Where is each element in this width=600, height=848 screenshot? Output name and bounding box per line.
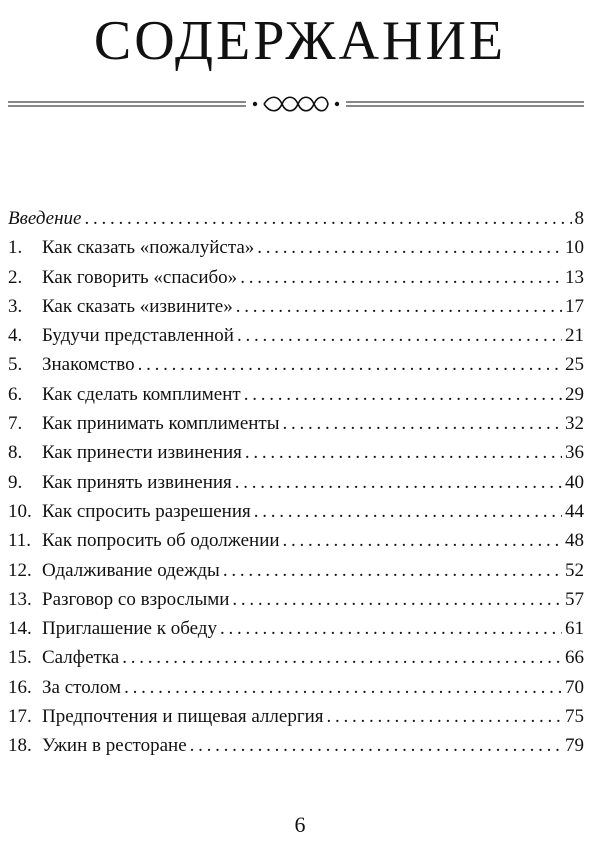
toc-entry-number: 18.	[8, 735, 32, 757]
toc-entry-page: 79	[565, 735, 584, 757]
toc-entry-number: 13.	[8, 588, 32, 610]
dot-leader	[327, 702, 562, 731]
toc-entry-label: Приглашение к обеду	[42, 618, 217, 640]
toc-entry-number: 17.	[8, 706, 32, 728]
dot-leader	[257, 233, 562, 262]
toc-entry-page: 40	[565, 471, 584, 493]
dot-leader	[237, 321, 562, 350]
dot-leader	[244, 380, 562, 409]
toc-entry-page: 32	[565, 413, 584, 435]
toc-entry-label: Как говорить «спасибо»	[42, 266, 238, 288]
toc-entry-page: 44	[565, 500, 584, 522]
toc-entry-page: 57	[565, 588, 584, 610]
toc-entry[interactable]	[8, 556, 584, 585]
toc-entry-label: Как сказать «пожалуйста»	[42, 237, 255, 259]
toc-entry-label: За столом	[42, 676, 122, 698]
toc-entry[interactable]	[8, 643, 584, 672]
toc-entry-label: Ужин в ресторане	[42, 735, 187, 757]
toc-entry-page: 36	[565, 442, 584, 464]
toc-entry-page: 21	[565, 325, 584, 347]
toc-entry-label: Введение	[8, 208, 82, 229]
toc-entry-number: 16.	[8, 676, 32, 698]
toc-entry[interactable]	[8, 673, 584, 702]
toc-entry-page: 13	[565, 266, 584, 288]
toc-entry-number: 8.	[8, 442, 23, 464]
toc-entry[interactable]	[8, 468, 584, 497]
dot-leader	[124, 673, 562, 702]
toc-entry-page: 10	[565, 237, 584, 259]
toc-entry-number: 6.	[8, 383, 23, 405]
toc-entry-page: 70	[565, 676, 584, 698]
toc-entry[interactable]	[8, 526, 584, 555]
dot-leader	[283, 526, 562, 555]
toc-entry[interactable]	[8, 614, 584, 643]
decorative-divider-icon	[8, 92, 584, 116]
dot-leader	[254, 497, 562, 526]
toc-entry-page: 29	[565, 383, 584, 405]
dot-leader	[190, 731, 562, 760]
toc-entry-number: 7.	[8, 413, 23, 435]
dot-leader	[236, 292, 562, 321]
dot-leader	[122, 643, 562, 672]
toc-entry-label: Как сделать комплимент	[42, 383, 241, 405]
toc-entry-label: Как сказать «извините»	[42, 295, 233, 317]
toc-entry-label: Как принимать комплименты	[42, 413, 280, 435]
toc-entry-label: Будучи представленной	[42, 325, 234, 347]
toc-entry-label: Предпочтения и пищевая аллергия	[42, 706, 324, 728]
toc-entry-page: 75	[565, 706, 584, 728]
toc-entry[interactable]	[8, 263, 584, 292]
toc-entry[interactable]	[8, 409, 584, 438]
dot-leader	[232, 585, 562, 614]
toc-entry-number: 15.	[8, 647, 32, 669]
dot-leader	[138, 350, 562, 379]
toc-entry[interactable]	[8, 380, 584, 409]
toc-entry-number: 2.	[8, 266, 23, 288]
page-title: СОДЕРЖАНИЕ	[93, 10, 507, 72]
toc-entry-number: 5.	[8, 354, 23, 376]
toc-entry-number: 4.	[8, 325, 23, 347]
toc-entry[interactable]	[8, 292, 584, 321]
toc-entry-label: Как принести извинения	[42, 442, 242, 464]
toc-entry[interactable]	[8, 702, 584, 731]
toc-entry-number: 11.	[8, 530, 32, 552]
toc-entry-number: 12.	[8, 559, 32, 581]
toc-entry-page: 52	[565, 559, 584, 581]
table-of-contents	[8, 204, 584, 761]
dot-leader	[220, 614, 562, 643]
toc-entry[interactable]	[8, 497, 584, 526]
toc-entry-intro[interactable]	[8, 204, 584, 233]
toc-entry[interactable]	[8, 438, 584, 467]
toc-entry[interactable]	[8, 350, 584, 379]
toc-entry[interactable]	[8, 585, 584, 614]
toc-entry-label: Как попросить об одолжении	[42, 530, 280, 552]
toc-entry-label: Как принять извинения	[42, 471, 232, 493]
toc-entry-page: 8	[574, 208, 584, 229]
page-number: 6	[294, 812, 306, 837]
toc-entry-label: Разговор со взрослыми	[42, 588, 230, 610]
toc-entry-page: 66	[565, 647, 584, 669]
toc-entry-label: Как спросить разрешения	[42, 500, 251, 522]
toc-entry-page: 61	[565, 618, 584, 640]
dot-leader	[235, 468, 562, 497]
dot-leader	[223, 556, 562, 585]
toc-entry-page: 17	[565, 295, 584, 317]
dot-leader	[240, 263, 562, 292]
dot-leader	[245, 438, 562, 467]
toc-entry-number: 10.	[8, 500, 32, 522]
toc-entry[interactable]	[8, 731, 584, 760]
toc-entry-number: 9.	[8, 471, 23, 493]
toc-entry-label: Знакомство	[42, 354, 135, 376]
toc-entry-page: 48	[565, 530, 584, 552]
toc-entry-label: Салфетка	[42, 647, 120, 669]
toc-entry-number: 3.	[8, 295, 23, 317]
dot-leader	[84, 204, 571, 233]
toc-entry-number: 14.	[8, 618, 32, 640]
toc-entry[interactable]	[8, 321, 584, 350]
toc-entry[interactable]	[8, 233, 584, 262]
toc-entry-label: Одалживание одежды	[42, 559, 220, 581]
toc-entry-number: 1.	[8, 237, 23, 259]
dot-leader	[283, 409, 563, 438]
toc-entry-page: 25	[565, 354, 584, 376]
